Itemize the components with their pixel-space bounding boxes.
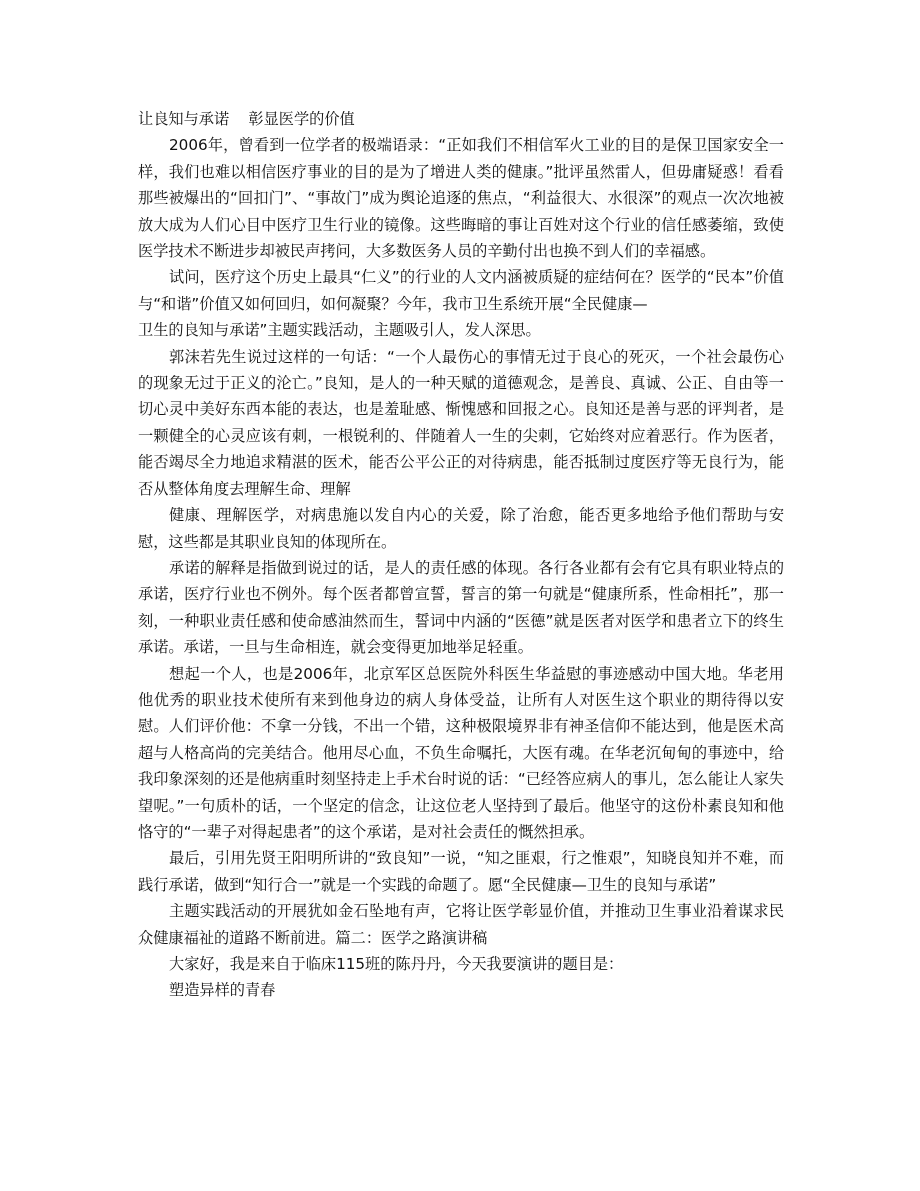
paragraph-11: 塑造异样的青春 [169, 981, 276, 1000]
paragraph-1: 2006年，曾看到一位学者的极端语录：“正如我们不相信军火工业的目的是保卫国家安全一样，我们也难以相信医疗事业的目的是为了增进人类的健康。”批评虽然雷人，但毋庸疑惑！看看那些被爆出的“回扣门”、“事故门”成为舆论追逐的焦点，“利益很大、水很深”的观点一次次地被放大成为人们心目中医疗卫生行业的镜像。这些晦暗的事让百姓对这个行业的信任感萎缩，致使医学技术不断进步却被民声拷问，大多数医务人员的辛勤付出也换不到人们的幸福感。 [138, 136, 784, 261]
paragraph-5: 健康、理解医学，对病患施以发自内心的关爱，除了治愈，能否更多地给予他们帮助与安慰，这些都是其职业良知的体现所在。 [138, 506, 784, 551]
paragraph-2: 试问，医疗这个历史上最具“仁义”的行业的人文内涵被质疑的症结何在？医学的“民本”价值与“和谐”价值又如何回归，如何凝聚？今年，我市卫生系统开展“全民健康— [138, 268, 784, 313]
paragraph-3: 卫生的良知与承诺”主题实践活动，主题吸引人，发人深思。 [138, 321, 541, 340]
paragraph-8: 最后，引用先贤王阳明所讲的“致良知”一说，“知之匪艰，行之惟艰”，知晓良知并不难，而践行承诺，做到“知行合一”就是一个实践的命题了。愿“全民健康—卫生的良知与承诺” [138, 849, 784, 894]
document-title: 让良知与承诺 彰显医学的价值 [138, 110, 355, 128]
paragraph-9: 主题实践活动的开展犹如金石坠地有声，它将让医学彰显价值，并推动卫生事业沿着谋求民众健康福祉的道路不断前进。篇二：医学之路演讲稿 [138, 902, 784, 947]
paragraph-10: 大家好，我是来自于临床115班的陈丹丹，今天我要演讲的题目是： [169, 955, 624, 973]
paragraph-4: 郭沫若先生说过这样的一句话：“一个人最伤心的事情无过于良心的死灭，一个社会最伤心的现象无过于正义的沦亡。”良知，是人的一种天赋的道德观念，是善良、真诚、公正、自由等一切心灵中美好东西本能的表达，也是羞耻感、惭愧感和回报之心。良知还是善与恶的评判者，是一颗健全的心灵应该有刺，一根锐利的、伴随着人一生的尖刺，它始终对应着恶行。作为医者，能否竭尽全力地追求精湛的医术，能否公平公正的对待病患，能否抵制过度医疗等无良行为，能否从整体角度去理解生命、理解 [138, 347, 784, 498]
paragraph-6: 承诺的解释是指做到说过的话，是人的责任感的体现。各行各业都有会有它具有职业特点的承诺，医疗行业也不例外。每个医者都曾宣誓，誓言的第一句就是“健康所系，性命相托”，那一刻，一种职业责任感和使命感油然而生，誓词中内涵的“医德”就是医者对医学和患者立下的终生承诺。承诺，一旦与生命相连，就会变得更加地举足轻重。 [138, 558, 784, 657]
document-body [138, 106, 784, 1004]
paragraph-7: 想起一个人，也是2006年，北京军区总医院外科医生华益慰的事迹感动中国大地。华老用他优秀的职业技术使所有来到他身边的病人身体受益，让所有人对医生这个职业的期待得以安慰。人们评价他：不拿一分钱，不出一个错，这种极限境界非有神圣信仰不能达到，他是医术高超与人格高尚的完美结合。他用尽心血，不负生命嘱托，大医有魂。在华老沉甸甸的事迹中，给我印象深刻的还是他病重时刻坚持走上手术台时说的话：“已经答应病人的事儿，怎么能让人家失望呢。”一句质朴的话，一个坚定的信念，让这位老人坚持到了最后。他坚守的这份朴素良知和他恪守的“一辈子对得起患者”的这个承诺，是对社会责任的慨然担承。 [138, 664, 784, 841]
